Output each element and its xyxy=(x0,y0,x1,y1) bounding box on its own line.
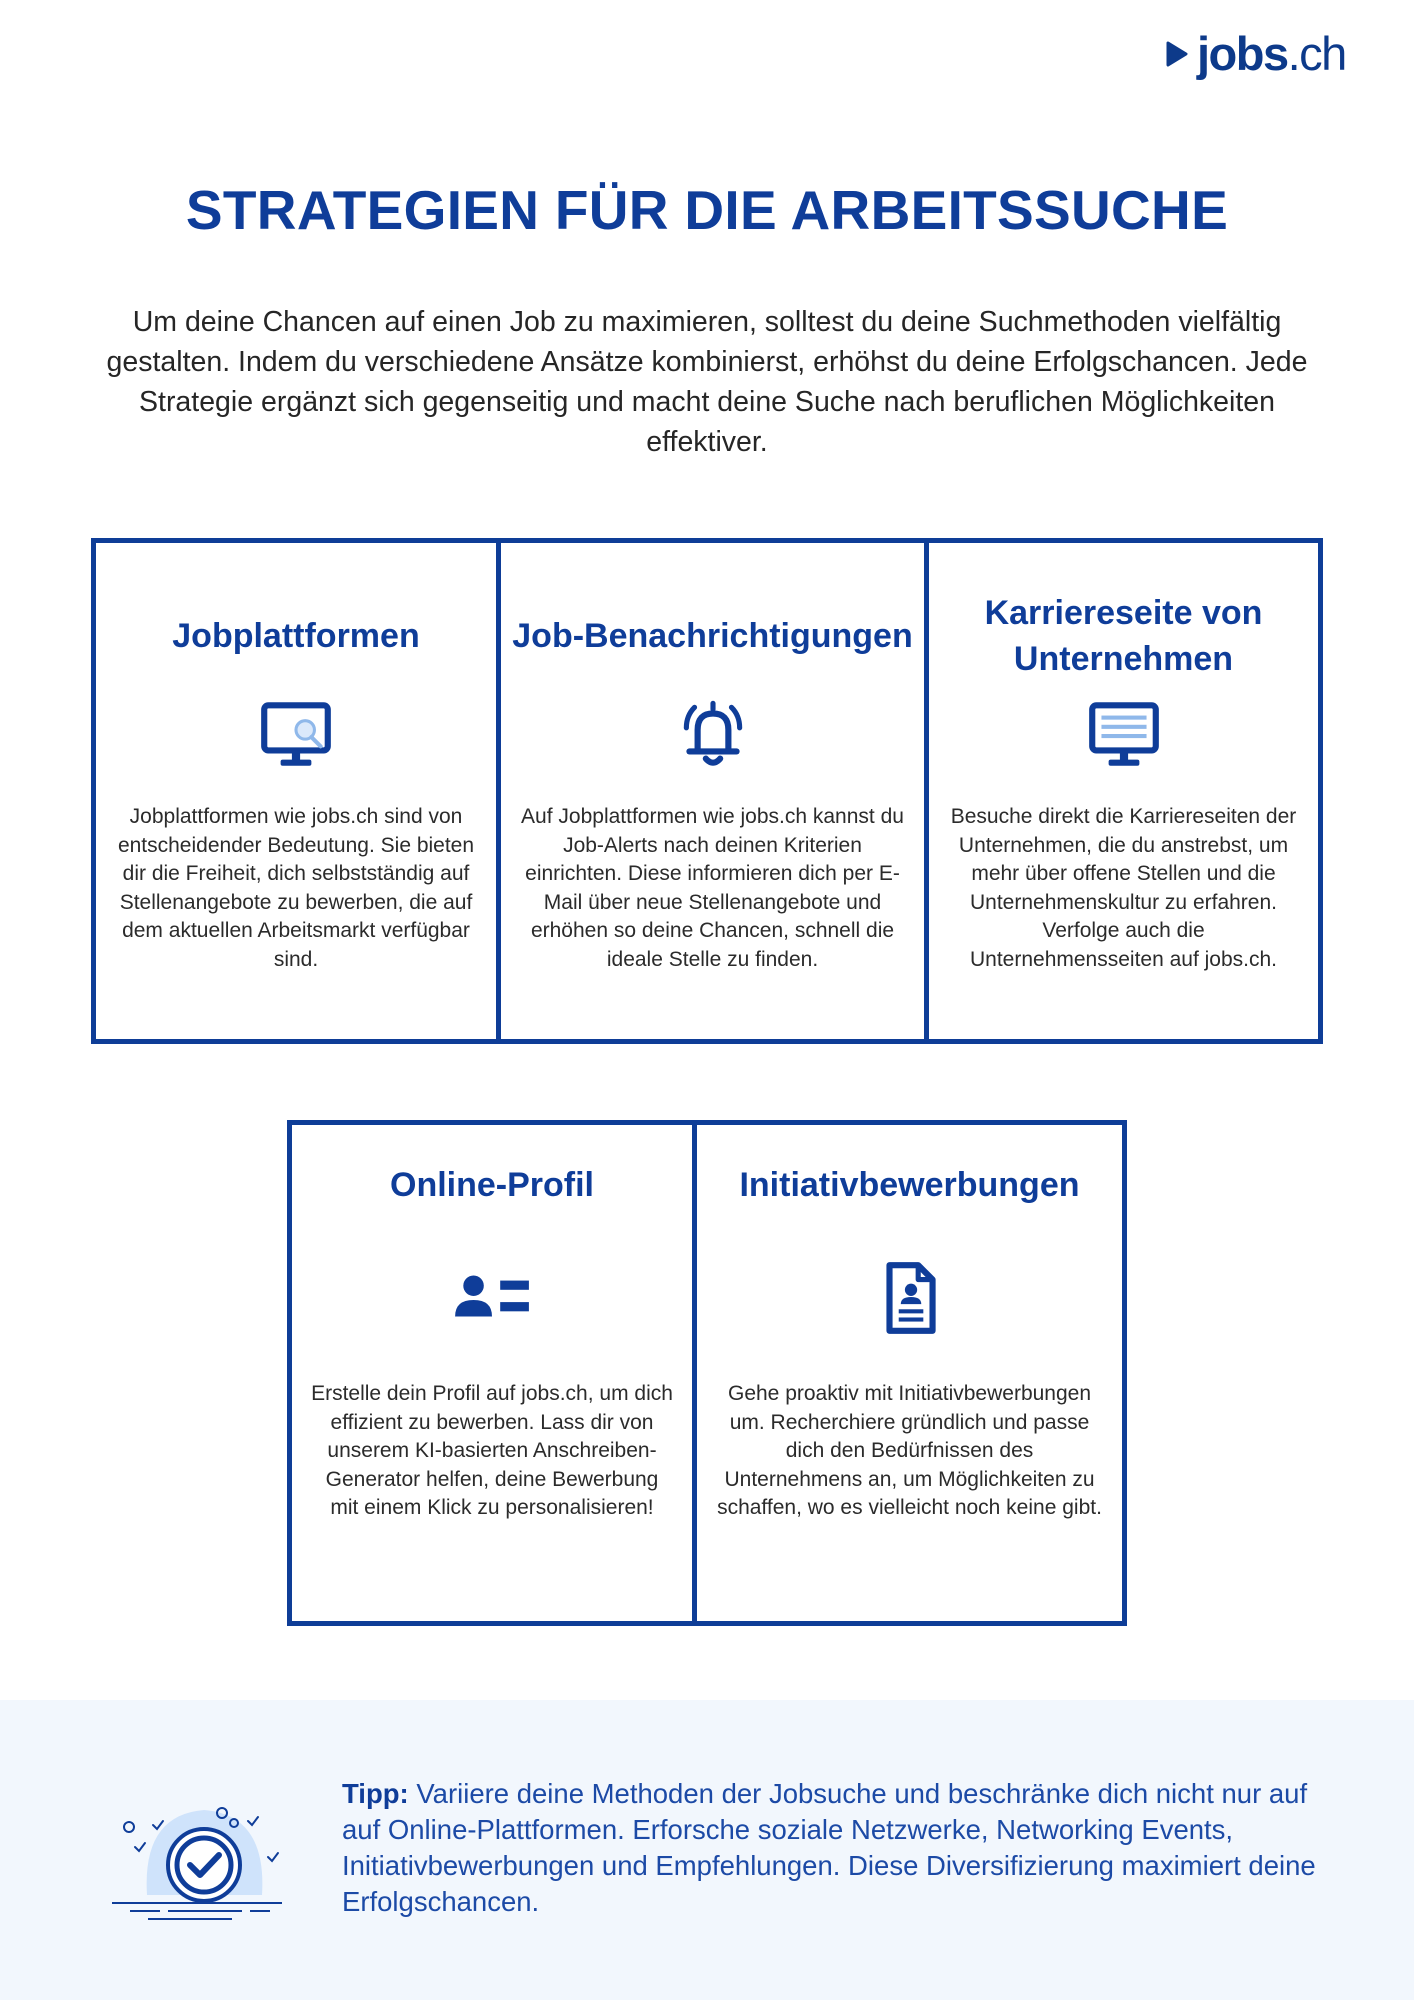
card-online-profil xyxy=(292,1125,692,1621)
card-description: Gehe proaktiv mit Initiativbewerbungen um. Recherchiere gründlich und passe dich den Bedürfnissen des Unternehmens an, um Möglichkeiten zu schaffen, wo es vielleicht noch keine gibt. xyxy=(717,1382,1102,1519)
card-karriereseite xyxy=(924,543,1318,1039)
tip-text xyxy=(342,1776,1352,1920)
play-arrow-icon xyxy=(1165,41,1189,67)
tip-body: Variiere deine Methoden der Jobsuche und beschränke dich nicht nur auf auf Online-Plattformen. Erforsche soziale Netzwerke, Networking Events, Initiativbewerbungen und Empfehlungen. Diese Diversifizierung maximiert deine Erfolgschancen. xyxy=(342,1778,1316,1917)
card-title: Karriereseite von Unternehmen xyxy=(984,594,1263,678)
card-job-benachrichtigungen xyxy=(496,543,924,1039)
strategy-row-bottom xyxy=(287,1120,1127,1626)
card-description: Erstelle dein Profil auf jobs.ch, um dich effizient zu bewerben. Lass dir von unserem KI-basierten Anschreiben-Generator helfen, deine Bewerbung mit einem Klick zu personalisieren! xyxy=(311,1382,673,1519)
card-title: Jobplattformen xyxy=(172,617,420,655)
profile-card-icon xyxy=(451,1257,533,1339)
card-title: Job-Benachrichtigungen xyxy=(512,617,913,655)
logo-text: jobs.ch xyxy=(1197,27,1346,80)
tip-panel xyxy=(0,1700,1414,2000)
strategy-row-top xyxy=(91,538,1323,1044)
monitor-text-icon xyxy=(1083,693,1165,775)
document-icon xyxy=(869,1257,951,1339)
card-description: Jobplattformen wie jobs.ch sind von entscheidender Bedeutung. Sie bieten dir die Freiheit, dich selbstständig auf Stellenangebote zu bewerben, die auf dem aktuellen Arbeitsmarkt verfügbar sind. xyxy=(117,805,475,971)
card-jobplattformen xyxy=(96,543,496,1039)
card-title: Initiativbewerbungen xyxy=(739,1166,1080,1204)
page-title: STRATEGIEN FÜR DIE ARBEITSSUCHE xyxy=(185,179,1229,241)
bell-icon xyxy=(672,693,754,775)
card-title: Online-Profil xyxy=(390,1166,594,1204)
checkmark-badge-icon xyxy=(112,1785,297,1935)
monitor-search-icon xyxy=(255,693,337,775)
card-description: Besuche direkt die Karriereseiten der Unternehmen, die du anstrebst, um mehr über offene Stellen und die Unternehmenskultur zu erfahren. Verfolge auch die Unternehmensseiten auf jobs.ch. xyxy=(950,805,1297,971)
jobs-ch-logo[interactable] xyxy=(1165,27,1346,80)
card-initiativbewerbungen xyxy=(692,1125,1122,1621)
card-description: Auf Jobplattformen wie jobs.ch kannst du Job-Alerts nach deinen Kriterien einrichten. Diese informieren dich per E-Mail über neue Stellenangebote und erhöhen so deine Chancen, schnell die ideale Stelle zu finden. xyxy=(521,805,904,971)
tip-label: Tipp: xyxy=(342,1778,409,1809)
intro-paragraph: Um deine Chancen auf einen Job zu maximieren, solltest du deine Suchmethoden vielfältig gestalten. Indem du verschiedene Ansätze kombinierst, erhöhst du deine Erfolgschancen. Jede Strategie ergänzt sich gegenseitig und macht deine Suche nach beruflichen Möglichkeiten effektiver. xyxy=(106,306,1308,458)
